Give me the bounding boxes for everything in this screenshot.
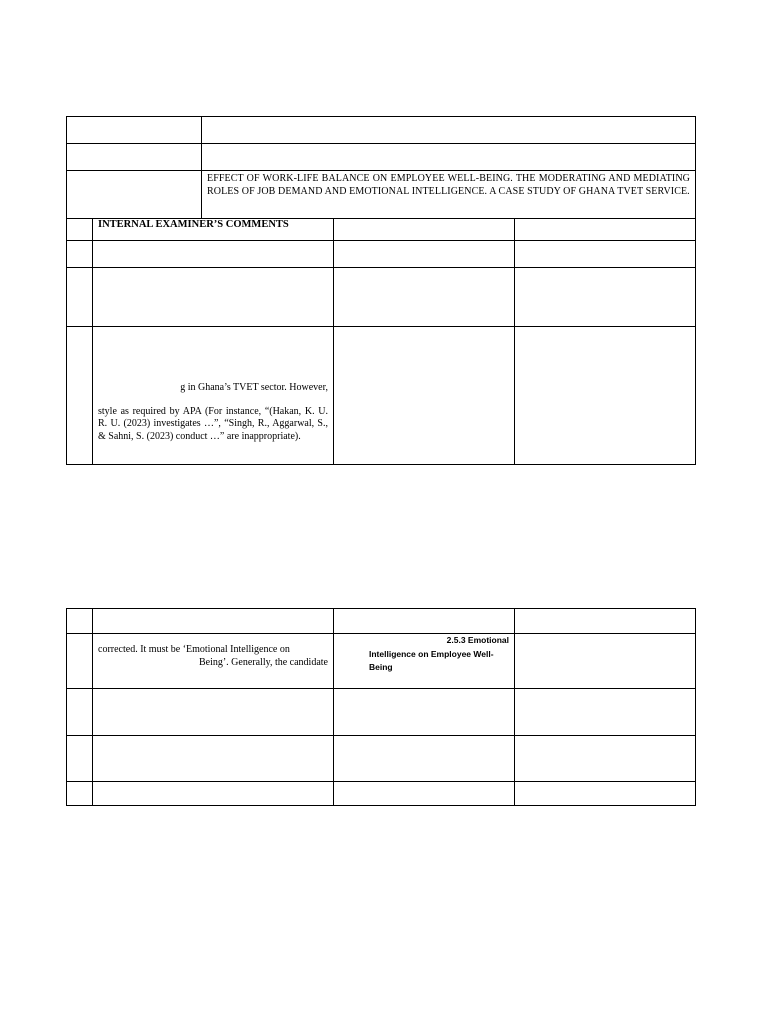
section-cell — [334, 689, 515, 736]
header-cell-col4 — [515, 219, 696, 241]
row-number-cell — [67, 241, 93, 268]
row-number-cell — [67, 609, 93, 634]
comment-cell — [93, 268, 334, 327]
row-number-cell — [67, 634, 93, 689]
row-number-cell — [67, 268, 93, 327]
thesis-header-table — [66, 116, 696, 219]
section-cell — [334, 736, 515, 782]
comment-line-apa: style as required by APA (For instance, “(Hakan, K. U. R. U. (2023) investigates …”, “Singh, R., Aggarwal, S., & Sahni, S. (2023) conduct …” are inappropriate). — [98, 405, 328, 442]
comment-cell — [93, 241, 334, 268]
comment-cell — [93, 782, 334, 806]
row-number-cell — [67, 736, 93, 782]
response-cell — [515, 736, 696, 782]
row-number-cell — [67, 782, 93, 806]
internal-examiner-comments-table — [66, 218, 696, 465]
header-label-cell-3 — [67, 171, 202, 219]
section-cell — [334, 241, 515, 268]
response-cell — [515, 241, 696, 268]
section-reference-2-5-3 — [334, 634, 515, 689]
section-number: 2.5.3 Emotional — [446, 635, 509, 645]
header-value-cell-1 — [202, 117, 696, 144]
comment-cell-apa — [93, 327, 334, 465]
response-cell — [515, 689, 696, 736]
comments-heading: INTERNAL EXAMINER’S COMMENTS — [93, 219, 334, 241]
comment-cell — [93, 689, 334, 736]
comment-cell-emotional-intelligence — [93, 634, 334, 689]
comment-line-tvet: g in Ghana’s TVET sector. However, — [180, 382, 328, 393]
response-cell — [515, 782, 696, 806]
response-cell — [515, 609, 696, 634]
comments-table-continued — [66, 608, 696, 806]
header-label-cell-1 — [67, 117, 202, 144]
response-cell — [515, 327, 696, 465]
header-label-cell-2 — [67, 144, 202, 171]
row-number-cell — [67, 689, 93, 736]
comment-cell — [93, 736, 334, 782]
header-value-cell-2 — [202, 144, 696, 171]
comment-line-corrected: corrected. It must be ‘Emotional Intelligence on — [98, 644, 290, 655]
section-cell — [334, 268, 515, 327]
section-cell — [334, 782, 515, 806]
row-number-cell — [67, 327, 93, 465]
response-cell — [515, 634, 696, 689]
row-number-cell — [67, 219, 93, 241]
section-cell — [334, 609, 515, 634]
header-cell-col3 — [334, 219, 515, 241]
comment-cell — [93, 609, 334, 634]
thesis-title: EFFECT OF WORK-LIFE BALANCE ON EMPLOYEE WELL-BEING. THE MODERATING AND MEDIATING ROLES OF JOB DEMAND AND EMOTIONAL INTELLIGENCE. A CASE STUDY OF GHANA TVET SERVICE. — [202, 171, 696, 219]
response-cell — [515, 268, 696, 327]
section-cell — [334, 327, 515, 465]
section-title: Intelligence on Employee Well-Being — [369, 648, 494, 672]
comment-line-candidate: Being’. Generally, the candidate — [198, 656, 328, 668]
